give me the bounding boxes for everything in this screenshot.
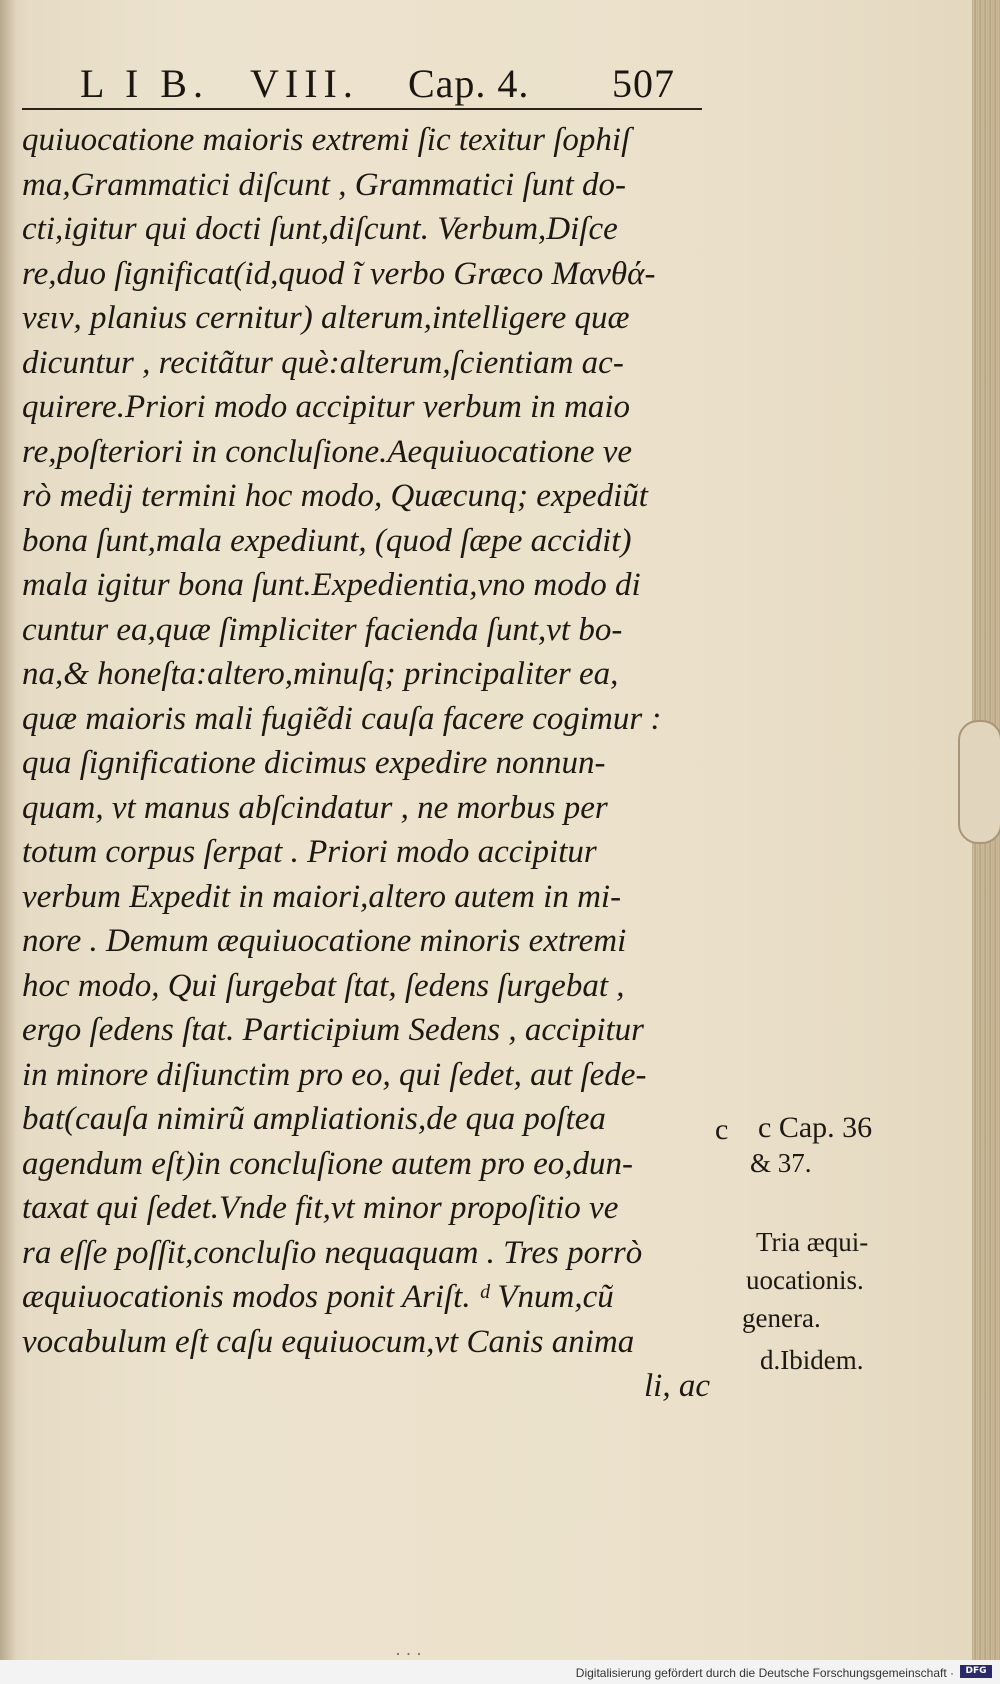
margin-note-c-line2: & 37.	[750, 1148, 812, 1178]
margin-note-tria-line1: Tria æqui-	[756, 1227, 869, 1257]
text-line: vocabulum eſt caſu equiuocum,vt Canis anima	[22, 1323, 635, 1360]
text-line: agendum eſt)in concluſione autem pro eo,dun-	[22, 1145, 633, 1182]
text-line: re,duo ſignificat(id,quod ĩ verbo Græco Μανθά-	[22, 255, 656, 292]
body-text	[22, 118, 732, 1409]
page-number: 507	[612, 61, 675, 106]
text-line: mala igitur bona ſunt.Expedientia,vno modo di	[22, 567, 641, 603]
margin-note-c-line1: c Cap. 36	[758, 1111, 873, 1144]
header-book: L I B.	[80, 61, 209, 106]
page-tab-decoration	[958, 720, 1000, 844]
text-line: dicuntur , recitãtur què:alterum,ſcientiam ac-	[22, 344, 624, 381]
text-line: taxat qui ſedet.Vnde fit,vt minor propoſitio ve	[22, 1190, 619, 1226]
text-line: bat(cauſa nimirũ ampliationis,de qua poſtea	[22, 1101, 606, 1137]
text-line: qua ſignificatione dicimus expedire nonnun-	[22, 745, 606, 781]
text-line: quiuocatione maioris extremi ſic texitur ſophiſ	[22, 122, 631, 158]
gutter-shadow	[0, 0, 16, 1660]
text-line: ma,Grammatici diſcunt , Grammatici ſunt do-	[22, 166, 627, 203]
running-header	[20, 60, 720, 110]
digitization-credit: Digitalisierung gefördert durch die Deutsche Forschungsgemeinschaft ·	[575, 1666, 954, 1680]
text-line: ergo ſedens ſtat. Participium Sedens , accipitur	[22, 1012, 645, 1048]
text-line: quirere.Priori modo accipitur verbum in maio	[22, 389, 630, 425]
header-chapter: Cap. 4.	[408, 61, 530, 106]
text-line: ra eſſe poſſit,concluſio nequaquam . Tres porrò	[22, 1234, 643, 1271]
text-line: cti,igitur qui docti ſunt,diſcunt. Verbum,Diſce	[22, 211, 618, 247]
text-line: quæ maioris mali fugiẽdi cauſa facere cogimur :	[22, 700, 662, 737]
text-line: re,poſteriori in concluſione.Aequiuocatione ve	[22, 433, 633, 470]
text-line: in minore diſiunctim pro eo, qui ſedet, aut ſede-	[22, 1056, 647, 1093]
text-line: hoc modo, Qui ſurgebat ſtat, ſedens ſurgebat ,	[22, 967, 625, 1004]
text-line: totum corpus ſerpat . Priori modo accipitur	[22, 834, 597, 870]
text-line: nore . Demum æquiuocatione minoris extremi	[22, 923, 627, 959]
text-line: verbum Expedit in maiori,altero autem in mi-	[22, 878, 622, 915]
margin-note-d: d.Ibidem.	[760, 1345, 864, 1375]
text-line: rò medij termini hoc modo, Quæcunq; expediũt	[22, 478, 648, 514]
note-reference-c: c	[715, 1113, 729, 1146]
text-line: bona ſunt,mala expediunt, (quod ſæpe accidit)	[22, 522, 632, 559]
text-line: na,& honeſta:altero,minuſq; principaliter ea,	[22, 656, 619, 692]
header-rule	[22, 108, 702, 110]
dfg-logo-icon: DFG	[960, 1665, 992, 1678]
text-line: νειν, planius cernitur) alterum,intelligere quæ	[22, 300, 630, 336]
margin-note-tria-line3: genera.	[742, 1303, 821, 1333]
bottom-ink-remnant: · · ·	[395, 1644, 422, 1660]
text-line: quam, vt manus abſcindatur , ne morbus per	[22, 789, 608, 826]
header-part: VIII.	[250, 61, 359, 106]
margin-note-tria-line2: uocationis.	[746, 1265, 864, 1295]
catchword: li, ac	[644, 1368, 710, 1404]
text-line: æquiuocationis modos ponit Ariſt. ᵈ Vnum,cũ	[22, 1279, 614, 1315]
text-line: cuntur ea,quæ ſimpliciter facienda ſunt,vt bo-	[22, 611, 623, 648]
